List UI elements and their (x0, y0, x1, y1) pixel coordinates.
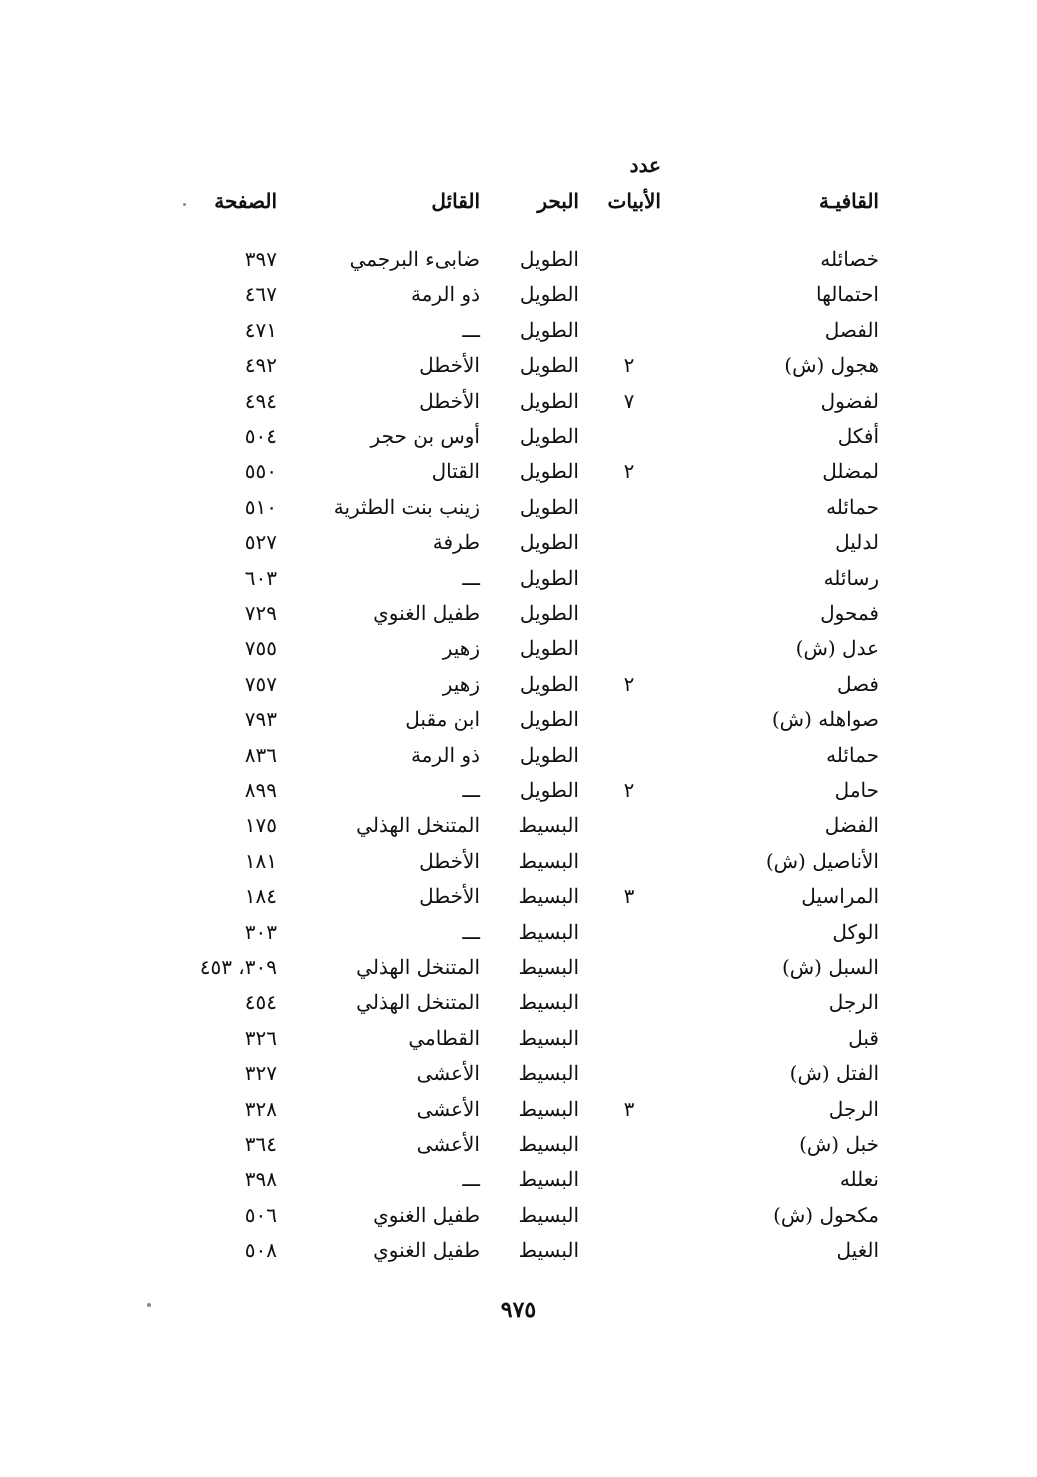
cell-abyat: ٢ (623, 459, 635, 483)
cell-safha: ٣٢٦ (244, 1026, 277, 1050)
cell-safha: ٤٦٧ (244, 282, 277, 306)
cell-bahr: البسيط (518, 884, 579, 908)
cell-bahr: الطويل (519, 282, 579, 306)
cell-qail: المتنخل الهذلي (356, 990, 480, 1014)
cell-qafiya: المراسيل (801, 884, 879, 908)
cell-qail: ذو الرمة (410, 282, 480, 306)
cell-qafiya: الفضل (824, 813, 879, 837)
cell-abyat: ٧ (623, 389, 635, 413)
cell-qail: القتال (431, 459, 480, 483)
cell-bahr: الطويل (519, 424, 579, 448)
cell-qafiya: حامل (834, 778, 879, 802)
cell-qafiya: خبل (ش) (799, 1132, 879, 1156)
cell-qail: الأخطل (419, 884, 480, 908)
header-bahr: البحر (537, 189, 579, 213)
cell-qafiya: الفتل (ش) (789, 1061, 879, 1085)
cell-bahr: الطويل (519, 743, 579, 767)
cell-qafiya: صواهله (ش) (771, 707, 879, 731)
cell-qail: المتنخل الهذلي (356, 955, 480, 979)
cell-qail: ـــ (462, 318, 480, 342)
scan-speck (183, 203, 186, 206)
cell-safha: ٤٩٢ (244, 353, 277, 377)
cell-qail: الأخطل (419, 849, 480, 873)
cell-qafiya: الفصل (824, 318, 879, 342)
cell-safha: ٧٥٧ (244, 672, 277, 696)
cell-safha: ١٨٤ (244, 884, 277, 908)
cell-bahr: البسيط (518, 1061, 579, 1085)
cell-abyat: ٣ (623, 884, 635, 908)
cell-safha: ٤٩٤ (244, 389, 277, 413)
cell-bahr: البسيط (518, 849, 579, 873)
cell-qail: المتنخل الهذلي (356, 813, 480, 837)
cell-qafiya: خصائله (820, 247, 879, 271)
cell-abyat: ٣ (623, 1097, 635, 1121)
header-qafiya: القافيـة (818, 189, 879, 213)
cell-qail: الأخطل (419, 353, 480, 377)
cell-qafiya: احتمالها (815, 282, 879, 306)
cell-safha: ٣٠٩، ٤٥٣ (199, 955, 277, 979)
cell-bahr: الطويل (519, 707, 579, 731)
cell-bahr: البسيط (518, 920, 579, 944)
cell-qail: زهير (442, 672, 480, 696)
cell-safha: ٨٣٦ (244, 743, 277, 767)
cell-qafiya: السبل (ش) (781, 955, 879, 979)
cell-qail: طفيل الغنوي (373, 1238, 480, 1262)
cell-qail: ضابىء البرجمي (349, 247, 480, 271)
cell-safha: ٧٢٩ (244, 601, 277, 625)
scan-speck (147, 1303, 151, 1307)
cell-safha: ٤٧١ (244, 318, 277, 342)
cell-qail: الأعشى (416, 1061, 480, 1085)
header-abyat: الأبيات (607, 189, 661, 213)
cell-qafiya: لفضول (820, 389, 879, 413)
cell-qail: ـــ (462, 920, 480, 944)
cell-qail: ـــ (462, 566, 480, 590)
cell-bahr: الطويل (519, 601, 579, 625)
cell-bahr: الطويل (519, 566, 579, 590)
cell-bahr: الطويل (519, 389, 579, 413)
cell-qail: طفيل الغنوي (373, 1203, 480, 1227)
cell-qail: ـــ (462, 778, 480, 802)
cell-bahr: الطويل (519, 778, 579, 802)
cell-qafiya: الوكل (832, 920, 879, 944)
cell-qafiya: عدل (ش) (795, 636, 879, 660)
cell-bahr: الطويل (519, 495, 579, 519)
cell-qafiya: قبل (848, 1026, 879, 1050)
cell-qafiya: حمائله (826, 743, 879, 767)
cell-qafiya: الرجل (828, 990, 879, 1014)
cell-bahr: الطويل (519, 530, 579, 554)
cell-bahr: البسيط (518, 813, 579, 837)
cell-safha: ٥٢٧ (244, 530, 277, 554)
cell-qafiya: لمضلل (822, 459, 879, 483)
cell-safha: ٥٥٠ (244, 459, 277, 483)
cell-safha: ٥٠٨ (244, 1238, 277, 1262)
cell-qail: طفيل الغنوي (373, 601, 480, 625)
cell-bahr: البسيط (518, 990, 579, 1014)
cell-safha: ٣٩٨ (244, 1167, 277, 1191)
cell-bahr: الطويل (519, 459, 579, 483)
cell-bahr: البسيط (518, 1167, 579, 1191)
header-safha: الصفحة (214, 189, 277, 213)
cell-qafiya: حمائله (826, 495, 879, 519)
cell-bahr: الطويل (519, 672, 579, 696)
cell-qafiya: نعلله (839, 1167, 879, 1191)
cell-qail: زهير (442, 636, 480, 660)
cell-safha: ٦٠٣ (244, 566, 277, 590)
cell-qafiya: أفكل (837, 424, 879, 448)
cell-safha: ٨٩٩ (244, 778, 277, 802)
cell-abyat: ٢ (623, 778, 635, 802)
cell-qail: أوس بن حجر (370, 424, 480, 448)
cell-safha: ٤٥٤ (244, 990, 277, 1014)
cell-bahr: الطويل (519, 636, 579, 660)
cell-abyat: ٢ (623, 672, 635, 696)
cell-qail: الأعشى (416, 1132, 480, 1156)
cell-qafiya: فصل (836, 672, 879, 696)
cell-bahr: البسيط (518, 1203, 579, 1227)
cell-bahr: البسيط (518, 955, 579, 979)
cell-bahr: الطويل (519, 318, 579, 342)
cell-qafiya: فمحول (820, 601, 879, 625)
cell-qafiya: الغيل (836, 1238, 879, 1262)
cell-qail: ـــ (462, 1167, 480, 1191)
cell-qafiya: لدليل (835, 530, 879, 554)
cell-qafiya: رسائله (823, 566, 879, 590)
cell-qafiya: الرجل (828, 1097, 879, 1121)
cell-qail: ذو الرمة (410, 743, 480, 767)
cell-safha: ١٧٥ (244, 813, 277, 837)
cell-qail: طرفة (432, 530, 480, 554)
header-abyat-top: عدد (629, 153, 661, 177)
cell-safha: ٥٠٦ (244, 1203, 277, 1227)
cell-qail: الأخطل (419, 389, 480, 413)
cell-safha: ٣٩٧ (244, 247, 277, 271)
cell-safha: ٧٩٣ (244, 707, 277, 731)
cell-qail: الأعشى (416, 1097, 480, 1121)
cell-qail: زينب بنت الطثرية (333, 495, 480, 519)
cell-bahr: البسيط (518, 1097, 579, 1121)
page-number: ٩٧٥ (500, 1297, 537, 1323)
cell-safha: ٧٥٥ (244, 636, 277, 660)
cell-safha: ٣٢٧ (244, 1061, 277, 1085)
cell-qafiya: مكحول (ش) (773, 1203, 879, 1227)
cell-qail: القطامي (408, 1026, 480, 1050)
cell-safha: ٣٢٨ (244, 1097, 277, 1121)
cell-safha: ٣٦٤ (244, 1132, 277, 1156)
cell-bahr: الطويل (519, 353, 579, 377)
cell-bahr: الطويل (519, 247, 579, 271)
cell-qafiya: هجول (ش) (784, 353, 879, 377)
cell-safha: ٣٠٣ (244, 920, 277, 944)
cell-bahr: البسيط (518, 1132, 579, 1156)
cell-safha: ٥٠٤ (244, 424, 277, 448)
cell-safha: ١٨١ (244, 849, 277, 873)
cell-bahr: البسيط (518, 1026, 579, 1050)
cell-bahr: البسيط (518, 1238, 579, 1262)
cell-abyat: ٢ (623, 353, 635, 377)
header-qail: القائل (431, 189, 480, 213)
cell-safha: ٥١٠ (244, 495, 277, 519)
cell-qafiya: الأناصيل (ش) (765, 849, 879, 873)
cell-qail: ابن مقبل (405, 707, 480, 731)
